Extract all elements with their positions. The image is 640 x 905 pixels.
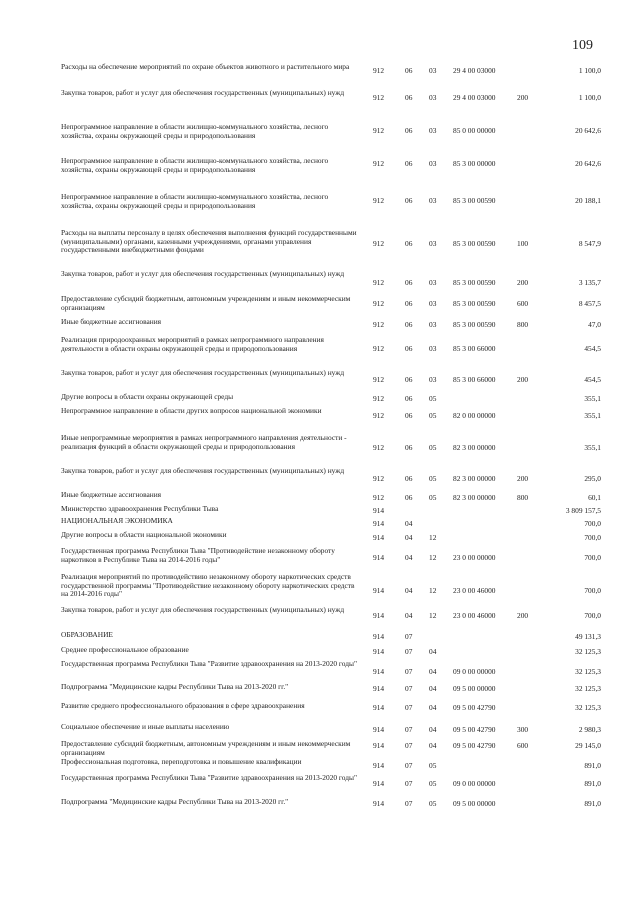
- cell-pr: 04: [429, 647, 437, 656]
- cell-sum: 700,0: [584, 586, 601, 595]
- cell-rz: 07: [405, 647, 413, 656]
- cell-name: Социальное обеспечение и иные выплаты населению: [61, 722, 230, 731]
- cell-pr: 04: [429, 703, 437, 712]
- cell-sum: 49 131,3: [575, 632, 601, 641]
- cell-sum: 1 100,0: [578, 93, 601, 102]
- cell-rz: 06: [405, 278, 413, 287]
- cell-rz: 06: [405, 66, 413, 75]
- cell-csr: 85 3 00 66000: [453, 344, 496, 353]
- cell-vr: 200: [517, 278, 529, 287]
- cell-rz: 07: [405, 725, 413, 734]
- cell-adm: 914: [373, 519, 385, 528]
- cell-sum: 20 642,6: [575, 126, 601, 135]
- cell-sum: 891,0: [584, 799, 601, 808]
- cell-csr: 85 3 00 00590: [453, 239, 496, 248]
- cell-rz: 06: [405, 411, 413, 420]
- cell-pr: 03: [429, 239, 437, 248]
- cell-name: Непрограммное направление в области жилищно-коммунального хозяйства, лесного хозяйства, охраны окружающей среды и природопользования: [61, 122, 329, 140]
- cell-rz: 06: [405, 239, 413, 248]
- cell-csr: 23 0 00 46000: [453, 611, 496, 620]
- cell-csr: 85 3 00 66000: [453, 375, 496, 384]
- cell-rz: 06: [405, 474, 413, 483]
- cell-rz: 07: [405, 684, 413, 693]
- cell-csr: 82 3 00 00000: [453, 493, 496, 502]
- cell-name: ОБРАЗОВАНИЕ: [61, 630, 113, 639]
- cell-adm: 912: [373, 474, 385, 483]
- cell-csr: 85 3 00 00590: [453, 299, 496, 308]
- cell-adm: 912: [373, 443, 385, 452]
- cell-name: Министерство здравоохранения Республики Тыва: [61, 504, 219, 513]
- cell-name: Другие вопросы в области национальной экономики: [61, 530, 227, 539]
- cell-pr: 12: [429, 586, 437, 595]
- cell-adm: 914: [373, 667, 385, 676]
- cell-adm: 912: [373, 278, 385, 287]
- cell-name: Предоставление субсидий бюджетным, автономным учреждениям и иным некоммерческим организациям: [61, 294, 351, 312]
- cell-sum: 2 980,3: [578, 725, 601, 734]
- cell-pr: 03: [429, 320, 437, 329]
- cell-csr: 29 4 00 03000: [453, 66, 496, 75]
- cell-sum: 454,5: [584, 344, 601, 353]
- cell-vr: 100: [517, 239, 529, 248]
- cell-adm: 912: [373, 196, 385, 205]
- cell-csr: 09 5 00 42790: [453, 703, 496, 712]
- cell-pr: 04: [429, 684, 437, 693]
- cell-rz: 07: [405, 667, 413, 676]
- cell-csr: 09 5 00 42790: [453, 725, 496, 734]
- cell-sum: 32 125,3: [575, 684, 601, 693]
- cell-rz: 07: [405, 703, 413, 712]
- cell-adm: 912: [373, 411, 385, 420]
- cell-adm: 912: [373, 93, 385, 102]
- cell-sum: 355,1: [584, 411, 601, 420]
- cell-name: Предоставление субсидий бюджетным, автономным учреждениям и иным некоммерческим организациям: [61, 739, 351, 757]
- cell-adm: 914: [373, 586, 385, 595]
- cell-vr: 200: [517, 611, 529, 620]
- cell-adm: 912: [373, 344, 385, 353]
- cell-name: Закупка товаров, работ и услуг для обеспечения государственных (муниципальных) нужд: [61, 368, 345, 377]
- cell-sum: 3 809 157,5: [565, 506, 601, 515]
- cell-adm: 914: [373, 761, 385, 770]
- cell-csr: 09 0 00 00000: [453, 667, 496, 676]
- cell-vr: 200: [517, 93, 529, 102]
- cell-rz: 07: [405, 632, 413, 641]
- cell-rz: 06: [405, 299, 413, 308]
- cell-csr: 85 3 00 00590: [453, 196, 496, 205]
- cell-rz: 04: [405, 611, 413, 620]
- cell-rz: 04: [405, 553, 413, 562]
- cell-sum: 20 642,6: [575, 159, 601, 168]
- cell-name: Подпрограмма "Медицинские кадры Республики Тыва на 2013-2020 гг.": [61, 797, 289, 806]
- cell-rz: 06: [405, 159, 413, 168]
- cell-adm: 914: [373, 684, 385, 693]
- cell-csr: 29 4 00 03000: [453, 93, 496, 102]
- cell-sum: 700,0: [584, 519, 601, 528]
- cell-sum: 60,1: [588, 493, 601, 502]
- cell-pr: 12: [429, 611, 437, 620]
- cell-adm: 912: [373, 375, 385, 384]
- cell-csr: 85 3 00 00590: [453, 320, 496, 329]
- cell-adm: 914: [373, 703, 385, 712]
- page-number: 109: [572, 38, 593, 53]
- cell-adm: 912: [373, 66, 385, 75]
- cell-sum: 32 125,3: [575, 647, 601, 656]
- cell-sum: 32 125,3: [575, 703, 601, 712]
- cell-adm: 914: [373, 799, 385, 808]
- cell-sum: 355,1: [584, 443, 601, 452]
- cell-csr: 09 5 00 00000: [453, 684, 496, 693]
- cell-adm: 912: [373, 320, 385, 329]
- cell-adm: 912: [373, 159, 385, 168]
- cell-pr: 05: [429, 799, 437, 808]
- cell-csr: 82 0 00 00000: [453, 411, 496, 420]
- cell-sum: 3 135,7: [578, 278, 601, 287]
- cell-name: Иные бюджетные ассигнования: [61, 490, 162, 499]
- cell-rz: 07: [405, 741, 413, 750]
- cell-pr: 05: [429, 779, 437, 788]
- cell-sum: 47,0: [588, 320, 601, 329]
- cell-pr: 03: [429, 126, 437, 135]
- cell-rz: 06: [405, 320, 413, 329]
- cell-pr: 05: [429, 493, 437, 502]
- cell-rz: 04: [405, 586, 413, 595]
- cell-name: Государственная программа Республики Тыва "Развитие здравоохранения на 2013-2020 годы": [61, 773, 358, 782]
- cell-sum: 891,0: [584, 761, 601, 770]
- cell-name: Непрограммное направление в области других вопросов национальной экономики: [61, 406, 322, 415]
- cell-rz: 06: [405, 375, 413, 384]
- cell-adm: 912: [373, 126, 385, 135]
- cell-pr: 03: [429, 344, 437, 353]
- cell-rz: 04: [405, 519, 413, 528]
- cell-sum: 1 100,0: [578, 66, 601, 75]
- cell-name: Закупка товаров, работ и услуг для обеспечения государственных (муниципальных) нужд: [61, 466, 345, 475]
- cell-vr: 800: [517, 493, 529, 502]
- cell-pr: 03: [429, 278, 437, 287]
- cell-name: Подпрограмма "Медицинские кадры Республики Тыва на 2013-2020 гг.": [61, 682, 289, 691]
- cell-name: Закупка товаров, работ и услуг для обеспечения государственных (муниципальных) нужд: [61, 88, 345, 97]
- cell-rz: 06: [405, 93, 413, 102]
- cell-adm: 912: [373, 239, 385, 248]
- cell-adm: 912: [373, 299, 385, 308]
- cell-rz: 04: [405, 533, 413, 542]
- cell-vr: 800: [517, 320, 529, 329]
- cell-rz: 06: [405, 443, 413, 452]
- cell-name: Реализация природоохранных мероприятий в рамках непрограммного направления деятельности в области охраны окружающей среды и природопользования: [61, 335, 324, 353]
- cell-vr: 600: [517, 299, 529, 308]
- cell-rz: 06: [405, 344, 413, 353]
- cell-pr: 04: [429, 725, 437, 734]
- cell-name: Иные непрограммные мероприятия в рамках непрограммного направления деятельности - реализация функций в области окружающей среды и природопользования: [61, 433, 347, 451]
- cell-name: Развитие среднего профессионального образования в сфере здравоохранения: [61, 701, 305, 710]
- cell-pr: 03: [429, 93, 437, 102]
- cell-pr: 05: [429, 411, 437, 420]
- cell-csr: 82 3 00 00000: [453, 443, 496, 452]
- cell-name: Государственная программа Республики Тыва "Развитие здравоохранения на 2013-2020 годы": [61, 659, 358, 668]
- cell-sum: 700,0: [584, 611, 601, 620]
- cell-csr: 85 0 00 00000: [453, 126, 496, 135]
- cell-csr: 85 3 00 00000: [453, 159, 496, 168]
- cell-sum: 295,0: [584, 474, 601, 483]
- cell-sum: 32 125,3: [575, 667, 601, 676]
- cell-rz: 07: [405, 779, 413, 788]
- cell-rz: 06: [405, 394, 413, 403]
- cell-sum: 700,0: [584, 553, 601, 562]
- cell-rz: 06: [405, 196, 413, 205]
- cell-pr: 12: [429, 533, 437, 542]
- cell-name: Закупка товаров, работ и услуг для обеспечения государственных (муниципальных) нужд: [61, 605, 345, 614]
- cell-pr: 03: [429, 66, 437, 75]
- cell-rz: 07: [405, 799, 413, 808]
- cell-adm: 914: [373, 506, 385, 515]
- cell-sum: 454,5: [584, 375, 601, 384]
- cell-vr: 200: [517, 375, 529, 384]
- cell-csr: 82 3 00 00000: [453, 474, 496, 483]
- cell-sum: 20 188,1: [575, 196, 601, 205]
- cell-csr: 85 3 00 00590: [453, 278, 496, 287]
- cell-name: Расходы на обеспечение мероприятий по охране объектов животного и растительного мира: [61, 62, 350, 71]
- cell-csr: 09 0 00 00000: [453, 779, 496, 788]
- cell-sum: 8 457,5: [578, 299, 601, 308]
- cell-pr: 03: [429, 159, 437, 168]
- cell-adm: 914: [373, 533, 385, 542]
- cell-name: НАЦИОНАЛЬНАЯ ЭКОНОМИКА: [61, 516, 173, 525]
- cell-sum: 8 547,9: [578, 239, 601, 248]
- cell-csr: 09 5 00 00000: [453, 799, 496, 808]
- cell-name: Непрограммное направление в области жилищно-коммунального хозяйства, лесного хозяйства, охраны окружающей среды и природопользования: [61, 192, 329, 210]
- cell-adm: 912: [373, 493, 385, 502]
- cell-adm: 914: [373, 779, 385, 788]
- cell-name: Государственная программа Республики Тыва "Противодействие незаконному обороту наркотиков в Республике Тыва на 2014-2016 годы": [61, 546, 335, 564]
- cell-adm: 914: [373, 611, 385, 620]
- cell-adm: 914: [373, 647, 385, 656]
- cell-pr: 05: [429, 443, 437, 452]
- cell-rz: 07: [405, 761, 413, 770]
- cell-name: Закупка товаров, работ и услуг для обеспечения государственных (муниципальных) нужд: [61, 269, 345, 278]
- cell-csr: 09 5 00 42790: [453, 741, 496, 750]
- cell-adm: 914: [373, 741, 385, 750]
- cell-vr: 300: [517, 725, 529, 734]
- cell-pr: 03: [429, 375, 437, 384]
- cell-name: Среднее профессиональное образование: [61, 645, 189, 654]
- cell-pr: 05: [429, 474, 437, 483]
- cell-adm: 914: [373, 725, 385, 734]
- cell-pr: 05: [429, 394, 437, 403]
- cell-vr: 200: [517, 474, 529, 483]
- cell-name: Реализация мероприятий по противодействию незаконному обороту наркотических средств государственной программы "Противодействие незаконному обороту наркотических средств на 2014-2016 годы": [61, 572, 355, 599]
- cell-pr: 12: [429, 553, 437, 562]
- cell-adm: 912: [373, 394, 385, 403]
- cell-name: Иные бюджетные ассигнования: [61, 317, 162, 326]
- cell-sum: 700,0: [584, 533, 601, 542]
- cell-csr: 23 0 00 46000: [453, 586, 496, 595]
- cell-pr: 04: [429, 667, 437, 676]
- cell-rz: 06: [405, 493, 413, 502]
- cell-pr: 04: [429, 741, 437, 750]
- cell-csr: 23 0 00 00000: [453, 553, 496, 562]
- cell-adm: 914: [373, 553, 385, 562]
- cell-name: Непрограммное направление в области жилищно-коммунального хозяйства, лесного хозяйства, охраны окружающей среды и природопользования: [61, 156, 329, 174]
- cell-pr: 03: [429, 299, 437, 308]
- cell-rz: 06: [405, 126, 413, 135]
- cell-pr: 05: [429, 761, 437, 770]
- cell-name: Расходы на выплаты персоналу в целях обеспечения выполнения функций государственными (муниципальными) органами, казенными учреждениями, органами управления государственными внебюджетными фондами: [61, 228, 357, 255]
- cell-name: Профессиональная подготовка, переподготовка и повышение квалификации: [61, 757, 302, 766]
- cell-sum: 355,1: [584, 394, 601, 403]
- cell-adm: 914: [373, 632, 385, 641]
- cell-vr: 600: [517, 741, 529, 750]
- cell-sum: 891,0: [584, 779, 601, 788]
- cell-sum: 29 145,0: [575, 741, 601, 750]
- cell-pr: 03: [429, 196, 437, 205]
- cell-name: Другие вопросы в области охраны окружающей среды: [61, 392, 234, 401]
